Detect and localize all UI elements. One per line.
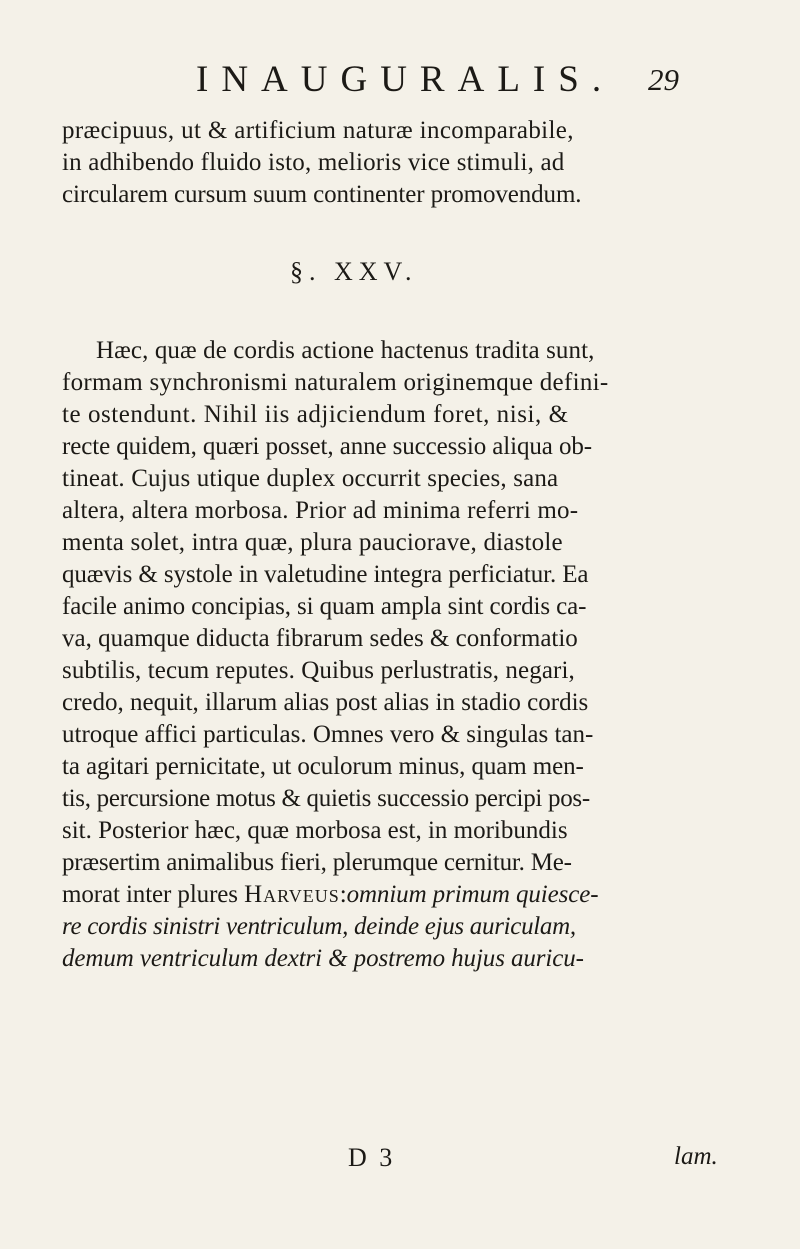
text-line: ta agitari pernicitate, ut oculorum minus, quam men- bbox=[62, 753, 584, 780]
running-title: INAUGURALIS. bbox=[196, 59, 615, 100]
text-line: sit. Posterior hæc, quæ morbosa est, in moribundis bbox=[62, 817, 568, 844]
page-number: 29 bbox=[648, 62, 679, 97]
catchword: lam. bbox=[674, 1143, 718, 1170]
text-line: menta solet, intra quæ, plura pauciorave, diastole bbox=[62, 529, 563, 556]
quoted-text-line: re cordis sinistri ventriculum, deinde ejus auriculam, bbox=[62, 913, 576, 940]
text-line: quævis & systole in valetudine integra perficiatur. Ea bbox=[62, 561, 589, 588]
text-line: tis, percursione motus & quietis successio percipi pos- bbox=[62, 785, 590, 812]
author-name: Harveus bbox=[244, 881, 340, 908]
text-line: subtilis, tecum reputes. Quibus perlustratis, negari, bbox=[62, 657, 575, 684]
text-line bbox=[62, 882, 599, 907]
text-line: recte quidem, quæri posset, anne successio aliqua ob- bbox=[62, 433, 592, 460]
text-line: credo, nequit, illarum alias post alias in stadio cordis bbox=[62, 689, 589, 716]
quoted-text-line: demum ventriculum dextri & postremo hujus auricu- bbox=[62, 945, 584, 972]
text-line: præsertim animalibus fieri, plerumque cernitur. Me- bbox=[62, 849, 572, 876]
text-line: Hæc, quæ de cordis actione hactenus tradita sunt, bbox=[96, 337, 595, 364]
text-line: utroque affici particulas. Omnes vero & singulas tan- bbox=[62, 721, 594, 748]
signature-mark: D 3 bbox=[348, 1143, 396, 1172]
text-line: va, quamque diducta fibrarum sedes & conformatio bbox=[62, 625, 578, 652]
text-line: altera, altera morbosa. Prior ad minima referri mo- bbox=[62, 497, 579, 524]
text-line: in adhibendo fluido isto, melioris vice stimuli, ad bbox=[62, 149, 565, 176]
text-line: formam synchronismi naturalem originemque defini- bbox=[62, 369, 609, 396]
section-heading: §. XXV. bbox=[290, 257, 418, 286]
text-line: præcipuus, ut & artificium naturæ incomparabile, bbox=[62, 117, 574, 144]
text-line: facile animo concipias, si quam ampla sint cordis ca- bbox=[62, 593, 587, 620]
text-line: tineat. Cujus utique duplex occurrit species, sana bbox=[62, 465, 559, 492]
running-head bbox=[0, 58, 800, 108]
quoted-text: omnium primum quiesce- bbox=[346, 881, 599, 908]
text-segment: morat inter plures bbox=[62, 881, 245, 908]
colon: : bbox=[339, 881, 347, 908]
text-line: te ostendunt. Nihil iis adjiciendum foret, nisi, & bbox=[62, 401, 569, 428]
text-line: circularem cursum suum continenter promovendum. bbox=[62, 181, 582, 208]
